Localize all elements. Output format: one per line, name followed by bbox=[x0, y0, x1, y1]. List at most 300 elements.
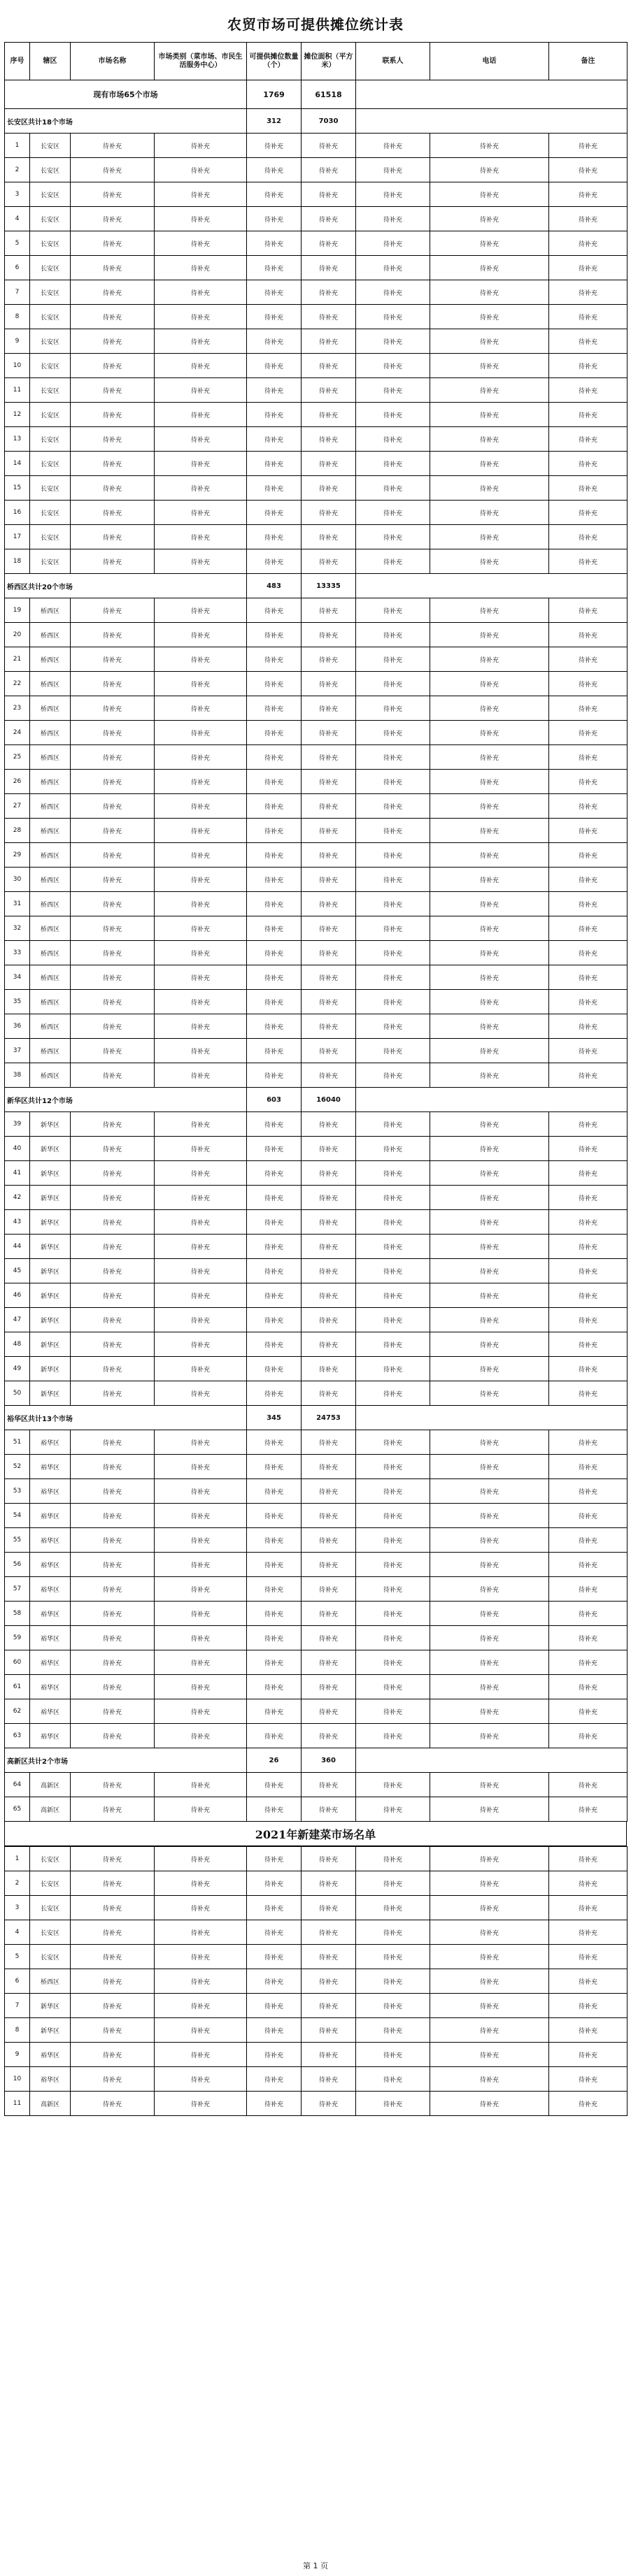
cell-district: 新华区 bbox=[30, 1283, 71, 1308]
cell-remarks: 待补充 bbox=[549, 158, 628, 182]
cell-market-type: 待补充 bbox=[155, 916, 247, 941]
table-row bbox=[5, 1528, 628, 1553]
cell-seq: 63 bbox=[5, 1724, 30, 1748]
cell-market-name: 待补充 bbox=[71, 501, 155, 525]
cell-phone: 待补充 bbox=[430, 696, 549, 721]
cell-district: 桥西区 bbox=[30, 647, 71, 672]
cell-district: 裕华区 bbox=[30, 1675, 71, 1699]
cell-stalls: 待补充 bbox=[247, 1308, 302, 1332]
cell-stalls: 待补充 bbox=[247, 2043, 302, 2067]
cell-market-name: 待补充 bbox=[71, 1504, 155, 1528]
cell-seq: 9 bbox=[5, 2043, 30, 2067]
section-stalls: 312 bbox=[247, 109, 302, 134]
cell-phone: 待补充 bbox=[430, 1186, 549, 1210]
cell-contact: 待补充 bbox=[356, 965, 430, 990]
cell-area: 待补充 bbox=[302, 158, 356, 182]
cell-remarks: 待补充 bbox=[549, 1210, 628, 1235]
cell-area: 待补充 bbox=[302, 378, 356, 403]
cell-market-type: 待补充 bbox=[155, 1430, 247, 1455]
cell-district: 长安区 bbox=[30, 1896, 71, 1920]
cell-area: 待补充 bbox=[302, 1235, 356, 1259]
cell-market-type: 待补充 bbox=[155, 1161, 247, 1186]
cell-market-name: 待补充 bbox=[71, 158, 155, 182]
cell-remarks: 待补充 bbox=[549, 1283, 628, 1308]
cell-seq: 7 bbox=[5, 1994, 30, 2018]
cell-remarks: 待补充 bbox=[549, 134, 628, 158]
cell-phone: 待补充 bbox=[430, 1699, 549, 1724]
table-row bbox=[5, 1332, 628, 1357]
cell-market-name: 待补充 bbox=[71, 1553, 155, 1577]
cell-market-name: 待补充 bbox=[71, 1039, 155, 1063]
summary-area: 61518 bbox=[302, 80, 356, 109]
cell-area: 待补充 bbox=[302, 1186, 356, 1210]
cell-area: 待补充 bbox=[302, 182, 356, 207]
cell-remarks: 待补充 bbox=[549, 745, 628, 770]
cell-market-name: 待补充 bbox=[71, 1112, 155, 1137]
market-table bbox=[4, 42, 628, 1822]
section-stalls: 26 bbox=[247, 1748, 302, 1773]
cell-stalls: 待补充 bbox=[247, 1528, 302, 1553]
cell-area: 待补充 bbox=[302, 892, 356, 916]
cell-area: 待补充 bbox=[302, 2043, 356, 2067]
cell-market-name: 待补充 bbox=[71, 1650, 155, 1675]
cell-stalls: 待补充 bbox=[247, 941, 302, 965]
cell-stalls: 待补充 bbox=[247, 1430, 302, 1455]
cell-phone: 待补充 bbox=[430, 1455, 549, 1479]
cell-seq: 16 bbox=[5, 501, 30, 525]
cell-contact: 待补充 bbox=[356, 158, 430, 182]
new-markets-table bbox=[4, 1846, 628, 2116]
cell-remarks: 待补充 bbox=[549, 2018, 628, 2043]
cell-contact: 待补充 bbox=[356, 916, 430, 941]
section-area: 24753 bbox=[302, 1406, 356, 1430]
cell-market-type: 待补充 bbox=[155, 280, 247, 305]
cell-market-type: 待补充 bbox=[155, 207, 247, 231]
cell-district: 长安区 bbox=[30, 403, 71, 427]
cell-area: 待补充 bbox=[302, 941, 356, 965]
cell-remarks: 待补充 bbox=[549, 990, 628, 1014]
cell-seq: 49 bbox=[5, 1357, 30, 1381]
cell-market-name: 待补充 bbox=[71, 892, 155, 916]
cell-seq: 30 bbox=[5, 868, 30, 892]
cell-district: 高新区 bbox=[30, 1797, 71, 1822]
table-row bbox=[5, 256, 628, 280]
cell-area: 待补充 bbox=[302, 1112, 356, 1137]
cell-area: 待补充 bbox=[302, 1308, 356, 1332]
cell-phone: 待补充 bbox=[430, 403, 549, 427]
cell-seq: 2 bbox=[5, 158, 30, 182]
cell-remarks: 待补充 bbox=[549, 1675, 628, 1699]
cell-stalls: 待补充 bbox=[247, 1357, 302, 1381]
cell-stalls: 待补充 bbox=[247, 1650, 302, 1675]
cell-phone: 待补充 bbox=[430, 1773, 549, 1797]
cell-market-type: 待补充 bbox=[155, 1528, 247, 1553]
cell-remarks: 待补充 bbox=[549, 1920, 628, 1945]
cell-phone: 待补充 bbox=[430, 1675, 549, 1699]
cell-seq: 19 bbox=[5, 598, 30, 623]
header-remarks: 备注 bbox=[549, 43, 628, 80]
cell-phone: 待补充 bbox=[430, 1430, 549, 1455]
cell-phone: 待补充 bbox=[430, 1381, 549, 1406]
cell-remarks: 待补充 bbox=[549, 1602, 628, 1626]
cell-contact: 待补充 bbox=[356, 672, 430, 696]
cell-phone: 待补充 bbox=[430, 134, 549, 158]
cell-phone: 待补充 bbox=[430, 1235, 549, 1259]
table-row bbox=[5, 2043, 628, 2067]
cell-stalls: 待补充 bbox=[247, 1186, 302, 1210]
cell-market-type: 待补充 bbox=[155, 745, 247, 770]
cell-contact: 待补充 bbox=[356, 1479, 430, 1504]
cell-district: 桥西区 bbox=[30, 1014, 71, 1039]
cell-district: 长安区 bbox=[30, 182, 71, 207]
cell-area: 待补充 bbox=[302, 2067, 356, 2092]
cell-contact: 待补充 bbox=[356, 1626, 430, 1650]
cell-area: 待补充 bbox=[302, 1430, 356, 1455]
cell-district: 长安区 bbox=[30, 354, 71, 378]
table-row bbox=[5, 696, 628, 721]
cell-seq: 47 bbox=[5, 1308, 30, 1332]
cell-area: 待补充 bbox=[302, 280, 356, 305]
cell-contact: 待补充 bbox=[356, 1994, 430, 2018]
cell-seq: 5 bbox=[5, 231, 30, 256]
cell-market-type: 待补充 bbox=[155, 892, 247, 916]
cell-contact: 待补充 bbox=[356, 819, 430, 843]
cell-stalls: 待补充 bbox=[247, 1063, 302, 1088]
cell-district: 桥西区 bbox=[30, 916, 71, 941]
cell-remarks: 待补充 bbox=[549, 231, 628, 256]
table-row bbox=[5, 134, 628, 158]
cell-district: 桥西区 bbox=[30, 990, 71, 1014]
cell-remarks: 待补充 bbox=[549, 1504, 628, 1528]
cell-seq: 1 bbox=[5, 134, 30, 158]
section-area: 13335 bbox=[302, 574, 356, 598]
cell-seq: 28 bbox=[5, 819, 30, 843]
cell-market-type: 待补充 bbox=[155, 501, 247, 525]
cell-area: 待补充 bbox=[302, 990, 356, 1014]
cell-contact: 待补充 bbox=[356, 1920, 430, 1945]
section-stalls: 483 bbox=[247, 574, 302, 598]
cell-district: 裕华区 bbox=[30, 1602, 71, 1626]
table-row bbox=[5, 1871, 628, 1896]
table-row bbox=[5, 868, 628, 892]
table-row bbox=[5, 549, 628, 574]
cell-stalls: 待补充 bbox=[247, 843, 302, 868]
cell-phone: 待补充 bbox=[430, 868, 549, 892]
cell-remarks: 待补充 bbox=[549, 1797, 628, 1822]
section-row bbox=[5, 574, 628, 598]
cell-phone: 待补充 bbox=[430, 501, 549, 525]
cell-area: 待补充 bbox=[302, 1847, 356, 1871]
cell-seq: 11 bbox=[5, 378, 30, 403]
table-row bbox=[5, 1675, 628, 1699]
cell-phone: 待补充 bbox=[430, 158, 549, 182]
cell-remarks: 待补充 bbox=[549, 1235, 628, 1259]
cell-phone: 待补充 bbox=[430, 329, 549, 354]
cell-market-type: 待补充 bbox=[155, 672, 247, 696]
cell-seq: 52 bbox=[5, 1455, 30, 1479]
cell-market-name: 待补充 bbox=[71, 745, 155, 770]
table-row bbox=[5, 1014, 628, 1039]
cell-stalls: 待补充 bbox=[247, 696, 302, 721]
cell-contact: 待补充 bbox=[356, 1210, 430, 1235]
cell-market-type: 待补充 bbox=[155, 1675, 247, 1699]
cell-market-name: 待补充 bbox=[71, 182, 155, 207]
cell-phone: 待补充 bbox=[430, 672, 549, 696]
cell-seq: 41 bbox=[5, 1161, 30, 1186]
cell-stalls: 待补充 bbox=[247, 1945, 302, 1969]
header-area: 摊位面积（平方米） bbox=[302, 43, 356, 80]
cell-market-type: 待补充 bbox=[155, 1063, 247, 1088]
cell-market-type: 待补充 bbox=[155, 549, 247, 574]
cell-remarks: 待补充 bbox=[549, 696, 628, 721]
cell-remarks: 待补充 bbox=[549, 1896, 628, 1920]
cell-phone: 待补充 bbox=[430, 819, 549, 843]
table-row bbox=[5, 501, 628, 525]
cell-area: 待补充 bbox=[302, 1210, 356, 1235]
table-header-row bbox=[5, 43, 628, 80]
cell-area: 待补充 bbox=[302, 427, 356, 452]
header-district: 辖区 bbox=[30, 43, 71, 80]
cell-seq: 61 bbox=[5, 1675, 30, 1699]
cell-remarks: 待补充 bbox=[549, 1430, 628, 1455]
cell-area: 待补充 bbox=[302, 2092, 356, 2116]
cell-contact: 待补充 bbox=[356, 2092, 430, 2116]
cell-remarks: 待补充 bbox=[549, 280, 628, 305]
cell-seq: 13 bbox=[5, 427, 30, 452]
cell-remarks: 待补充 bbox=[549, 1650, 628, 1675]
cell-seq: 9 bbox=[5, 329, 30, 354]
cell-seq: 4 bbox=[5, 207, 30, 231]
table-row bbox=[5, 990, 628, 1014]
cell-market-name: 待补充 bbox=[71, 549, 155, 574]
cell-remarks: 待补充 bbox=[549, 1308, 628, 1332]
cell-market-type: 待补充 bbox=[155, 403, 247, 427]
cell-stalls: 待补充 bbox=[247, 647, 302, 672]
cell-market-name: 待补充 bbox=[71, 1871, 155, 1896]
cell-market-name: 待补充 bbox=[71, 1014, 155, 1039]
cell-phone: 待补充 bbox=[430, 525, 549, 549]
cell-stalls: 待补充 bbox=[247, 2092, 302, 2116]
cell-market-type: 待补充 bbox=[155, 1577, 247, 1602]
cell-market-name: 待补充 bbox=[71, 1381, 155, 1406]
cell-district: 桥西区 bbox=[30, 696, 71, 721]
cell-market-type: 待补充 bbox=[155, 1357, 247, 1381]
cell-market-name: 待补充 bbox=[71, 1724, 155, 1748]
cell-phone: 待补充 bbox=[430, 549, 549, 574]
cell-contact: 待补充 bbox=[356, 941, 430, 965]
cell-remarks: 待补充 bbox=[549, 1014, 628, 1039]
cell-market-name: 待补充 bbox=[71, 941, 155, 965]
table-row bbox=[5, 1650, 628, 1675]
cell-market-name: 待补充 bbox=[71, 1773, 155, 1797]
cell-remarks: 待补充 bbox=[549, 525, 628, 549]
cell-seq: 40 bbox=[5, 1137, 30, 1161]
cell-market-type: 待补充 bbox=[155, 819, 247, 843]
cell-area: 待补充 bbox=[302, 1797, 356, 1822]
cell-phone: 待补充 bbox=[430, 1896, 549, 1920]
table-row bbox=[5, 1186, 628, 1210]
cell-market-type: 待补充 bbox=[155, 1381, 247, 1406]
cell-phone: 待补充 bbox=[430, 452, 549, 476]
cell-area: 待补充 bbox=[302, 1602, 356, 1626]
table-body bbox=[5, 80, 628, 1822]
table-row bbox=[5, 892, 628, 916]
cell-market-name: 待补充 bbox=[71, 1528, 155, 1553]
cell-market-name: 待补充 bbox=[71, 1699, 155, 1724]
cell-market-type: 待补充 bbox=[155, 2092, 247, 2116]
cell-district: 长安区 bbox=[30, 1920, 71, 1945]
cell-stalls: 待补充 bbox=[247, 1210, 302, 1235]
cell-contact: 待补充 bbox=[356, 1161, 430, 1186]
cell-phone: 待补充 bbox=[430, 794, 549, 819]
cell-district: 长安区 bbox=[30, 525, 71, 549]
cell-seq: 37 bbox=[5, 1039, 30, 1063]
section-blank bbox=[356, 109, 628, 134]
cell-contact: 待补充 bbox=[356, 403, 430, 427]
cell-contact: 待补充 bbox=[356, 1577, 430, 1602]
cell-remarks: 待补充 bbox=[549, 256, 628, 280]
cell-contact: 待补充 bbox=[356, 892, 430, 916]
section-row bbox=[5, 1088, 628, 1112]
cell-remarks: 待补充 bbox=[549, 1528, 628, 1553]
cell-seq: 18 bbox=[5, 549, 30, 574]
cell-stalls: 待补充 bbox=[247, 378, 302, 403]
cell-contact: 待补充 bbox=[356, 1602, 430, 1626]
section-blank bbox=[356, 1406, 628, 1430]
cell-stalls: 待补充 bbox=[247, 1896, 302, 1920]
cell-stalls: 待补充 bbox=[247, 1602, 302, 1626]
cell-market-name: 待补充 bbox=[71, 354, 155, 378]
cell-phone: 待补充 bbox=[430, 1161, 549, 1186]
section-row bbox=[5, 1406, 628, 1430]
table-row bbox=[5, 721, 628, 745]
cell-market-type: 待补充 bbox=[155, 256, 247, 280]
cell-district: 桥西区 bbox=[30, 794, 71, 819]
cell-seq: 39 bbox=[5, 1112, 30, 1137]
cell-market-name: 待补充 bbox=[71, 1357, 155, 1381]
cell-market-type: 待补充 bbox=[155, 1871, 247, 1896]
cell-market-name: 待补充 bbox=[71, 623, 155, 647]
cell-remarks: 待补充 bbox=[549, 1381, 628, 1406]
cell-market-type: 待补充 bbox=[155, 1896, 247, 1920]
cell-remarks: 待补充 bbox=[549, 501, 628, 525]
cell-phone: 待补充 bbox=[430, 647, 549, 672]
header-market-name: 市场名称 bbox=[71, 43, 155, 80]
summary-stalls: 1769 bbox=[247, 80, 302, 109]
cell-market-name: 待补充 bbox=[71, 1186, 155, 1210]
cell-market-name: 待补充 bbox=[71, 1332, 155, 1357]
cell-seq: 4 bbox=[5, 1920, 30, 1945]
cell-area: 待补充 bbox=[302, 1039, 356, 1063]
cell-seq: 48 bbox=[5, 1332, 30, 1357]
cell-market-type: 待补充 bbox=[155, 770, 247, 794]
cell-market-type: 待补充 bbox=[155, 1137, 247, 1161]
cell-seq: 42 bbox=[5, 1186, 30, 1210]
cell-stalls: 待补充 bbox=[247, 623, 302, 647]
cell-stalls: 待补充 bbox=[247, 1699, 302, 1724]
cell-district: 长安区 bbox=[30, 329, 71, 354]
cell-market-name: 待补充 bbox=[71, 672, 155, 696]
cell-remarks: 待补充 bbox=[549, 916, 628, 941]
cell-area: 待补充 bbox=[302, 916, 356, 941]
cell-contact: 待补充 bbox=[356, 1699, 430, 1724]
cell-district: 高新区 bbox=[30, 1773, 71, 1797]
cell-contact: 待补充 bbox=[356, 843, 430, 868]
cell-district: 新华区 bbox=[30, 1112, 71, 1137]
table-row bbox=[5, 598, 628, 623]
cell-district: 新华区 bbox=[30, 1357, 71, 1381]
cell-phone: 待补充 bbox=[430, 1553, 549, 1577]
cell-market-name: 待补充 bbox=[71, 1626, 155, 1650]
table-row bbox=[5, 231, 628, 256]
cell-remarks: 待补充 bbox=[549, 1161, 628, 1186]
table-row bbox=[5, 1112, 628, 1137]
cell-remarks: 待补充 bbox=[549, 794, 628, 819]
cell-remarks: 待补充 bbox=[549, 305, 628, 329]
cell-stalls: 待补充 bbox=[247, 598, 302, 623]
section-blank bbox=[356, 1088, 628, 1112]
cell-phone: 待补充 bbox=[430, 770, 549, 794]
cell-market-type: 待补充 bbox=[155, 1504, 247, 1528]
cell-area: 待补充 bbox=[302, 745, 356, 770]
cell-phone: 待补充 bbox=[430, 1602, 549, 1626]
cell-phone: 待补充 bbox=[430, 1479, 549, 1504]
cell-contact: 待补充 bbox=[356, 1283, 430, 1308]
cell-seq: 24 bbox=[5, 721, 30, 745]
cell-district: 新华区 bbox=[30, 1259, 71, 1283]
cell-area: 待补充 bbox=[302, 647, 356, 672]
cell-stalls: 待补充 bbox=[247, 1626, 302, 1650]
cell-market-name: 待补充 bbox=[71, 476, 155, 501]
cell-seq: 46 bbox=[5, 1283, 30, 1308]
cell-phone: 待补充 bbox=[430, 1871, 549, 1896]
table-row bbox=[5, 1137, 628, 1161]
cell-area: 待补充 bbox=[302, 1553, 356, 1577]
cell-stalls: 待补充 bbox=[247, 549, 302, 574]
cell-seq: 11 bbox=[5, 2092, 30, 2116]
cell-phone: 待补充 bbox=[430, 1994, 549, 2018]
cell-district: 桥西区 bbox=[30, 965, 71, 990]
cell-stalls: 待补充 bbox=[247, 280, 302, 305]
cell-district: 裕华区 bbox=[30, 1430, 71, 1455]
cell-market-type: 待补充 bbox=[155, 1455, 247, 1479]
cell-market-type: 待补充 bbox=[155, 231, 247, 256]
cell-seq: 12 bbox=[5, 403, 30, 427]
cell-contact: 待补充 bbox=[356, 1039, 430, 1063]
cell-market-name: 待补充 bbox=[71, 1994, 155, 2018]
cell-area: 待补充 bbox=[302, 1773, 356, 1797]
cell-area: 待补充 bbox=[302, 1332, 356, 1357]
table-row bbox=[5, 1455, 628, 1479]
cell-contact: 待补充 bbox=[356, 1847, 430, 1871]
cell-area: 待补充 bbox=[302, 1063, 356, 1088]
cell-seq: 7 bbox=[5, 280, 30, 305]
cell-stalls: 待补充 bbox=[247, 819, 302, 843]
cell-area: 待补充 bbox=[302, 403, 356, 427]
table-row bbox=[5, 1847, 628, 1871]
cell-seq: 25 bbox=[5, 745, 30, 770]
cell-seq: 43 bbox=[5, 1210, 30, 1235]
table-row bbox=[5, 965, 628, 990]
cell-area: 待补充 bbox=[302, 501, 356, 525]
cell-stalls: 待补充 bbox=[247, 1504, 302, 1528]
cell-stalls: 待补充 bbox=[247, 476, 302, 501]
cell-market-name: 待补充 bbox=[71, 1455, 155, 1479]
cell-stalls: 待补充 bbox=[247, 207, 302, 231]
cell-market-name: 待补充 bbox=[71, 452, 155, 476]
table-row bbox=[5, 2092, 628, 2116]
cell-market-type: 待补充 bbox=[155, 1479, 247, 1504]
